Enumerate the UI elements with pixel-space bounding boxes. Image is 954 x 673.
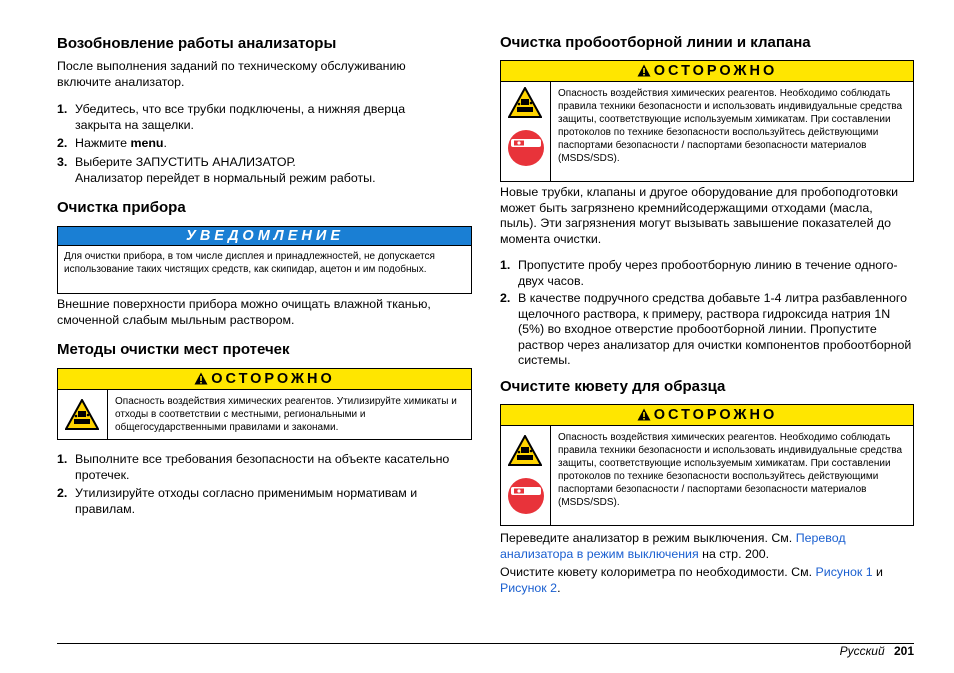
figure-1-link[interactable]: Рисунок 1 (815, 565, 873, 579)
section-title-resume: Возобновление работы анализаторы (57, 35, 337, 52)
caution-box (500, 404, 914, 526)
resume-steps: 1. Убедитесь, что все трубки подключены, а нижняя дверца закрыта на защелки. 2. Нажмите menu. 3. Выберите ЗАПУСТИТЬ АНАЛИЗАТОР. Анализатор перейдет в нормальный режим работы. (57, 102, 406, 185)
notice-header: УВЕДОМЛЕНИЕ (58, 227, 471, 246)
corrosive-hazard-icon (508, 87, 542, 118)
menu-key-label: menu (130, 136, 164, 150)
sample-cell-paragraph-1: Переведите анализатор в режим выключения. См. Перевод анализатора в режим выключения на стр. 200. (500, 531, 846, 561)
warning-triangle-icon (637, 64, 651, 77)
caution-header: ОСТОРОЖНО (501, 61, 913, 82)
notice-box (57, 226, 472, 294)
warning-triangle-icon (194, 372, 208, 385)
caution-text: Опасность воздействия химических реагентов. Необходимо соблюдать правила техники безопасности и использовать индивидуальные средства защиты, соответствующие используемым химикатам. При составлении протоколов по технике безопасности воспользуйтесь действующими паспортами безопасности / паспортами безопасности материалов (MSDS/SDS). (558, 432, 903, 508)
leak-steps: 1. Выполните все требования безопасности на объекте касательно протечек. 2. Утилизируйте отходы согласно применимым нормативам и правилам. (57, 452, 450, 516)
caution-text: Опасность воздействия химических реагентов. Необходимо соблюдать правила техники безопасности и использовать индивидуальные средства защиты, соответствующие используемым химикатам. При составлении протоколов по технике безопасности воспользуйтесь действующими паспортами безопасности / паспортами безопасности материалов (MSDS/SDS). (558, 88, 903, 164)
caution-text: Опасность воздействия химических реагентов. Утилизируйте химикаты и отходы в соответствии с местными, региональными и общегосударственными правилами и законами. (115, 396, 457, 433)
footer-language: Русский (839, 644, 885, 658)
section-title-cleaning: Очистка прибора (57, 199, 186, 216)
caution-box (57, 368, 472, 440)
figure-2-link[interactable]: Рисунок 2 (500, 580, 558, 595)
corrosive-hazard-icon (508, 435, 542, 466)
caution-box (500, 60, 914, 182)
section-title-leaks: Методы очистки мест протечек (57, 341, 290, 358)
safety-goggles-icon (508, 477, 544, 515)
caution-icon-cell (501, 425, 551, 526)
sample-line-paragraph: Новые трубки, клапаны и другое оборудование для пробоподготовки может быть загрязнено кремнийсодержащими отходами (масла, пыль). Эти загрязнения могут вызывать завышение показателей до момента очистки. (500, 185, 899, 246)
corrosive-hazard-icon (65, 399, 99, 430)
shutdown-mode-link[interactable]: Перевод анализатора в режим выключения (500, 531, 846, 561)
footer-divider (57, 643, 914, 644)
cleaning-paragraph: Внешние поверхности прибора можно очищать влажной тканью, смоченной слабым мыльным раствором. (57, 297, 431, 327)
notice-text: Для очистки прибора, в том числе дисплея и принадлежностей, не допускается использование таких чистящих средств, как скипидар, ацетон и им подобных. (64, 251, 435, 275)
page-number: 201 (893, 644, 914, 658)
warning-triangle-icon (637, 408, 651, 421)
section-title-sample-cell: Очистите кювету для образца (500, 378, 726, 395)
sample-line-steps: 1. Пропустите пробу через пробоотборную линию в течение одного-двух часов. 2. В качестве подручного средства добавьте 1-4 литра разбавленного щелочного раствора, к примеру, раствора гидроксида натрия 1N (5%) во входное отверстие пробоотборной линии. Пропустите раствор через анализатор для очистки компонентов пробоотборной системы. (500, 258, 912, 368)
section-title-sample-line: Очистка пробоотборной линии и клапана (500, 34, 811, 51)
caution-header: ОСТОРОЖНО (501, 405, 913, 426)
safety-goggles-icon (508, 129, 544, 167)
sample-cell-paragraph-2: Очистите кювету колориметра по необходимости. См. Рисунок 1 и Рисунок 2. (500, 565, 883, 595)
resume-intro: После выполнения заданий по техническому обслуживанию включите анализатор. (57, 59, 406, 89)
caution-icon-cell (58, 389, 108, 440)
caution-header: ОСТОРОЖНО (58, 369, 471, 390)
caution-icon-cell (501, 81, 551, 182)
page-footer (840, 644, 914, 659)
